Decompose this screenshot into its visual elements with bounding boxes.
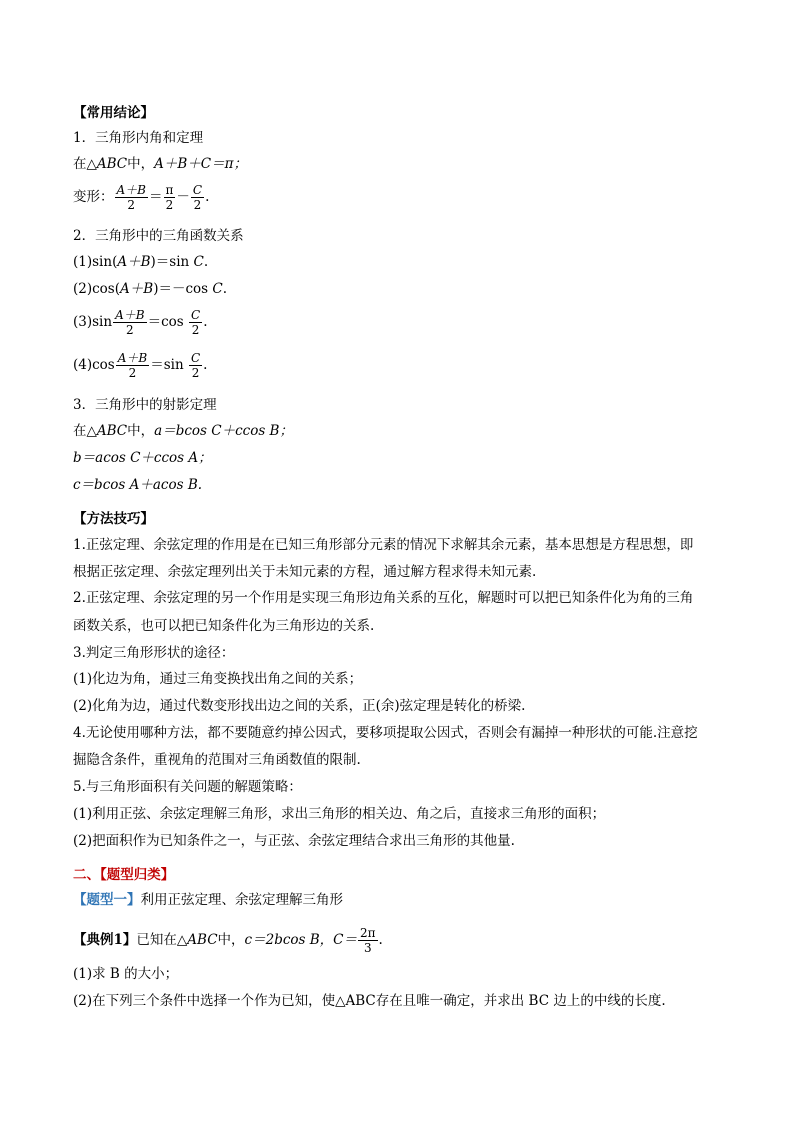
numerator: A＋B — [115, 308, 145, 322]
example-1-question-1: (1)求 B 的大小； — [73, 966, 179, 982]
fraction — [191, 183, 204, 212]
text: 中， — [127, 423, 155, 439]
text: 在△ — [73, 156, 97, 172]
conclusion-2-line-2 — [73, 280, 227, 298]
numerator: A＋B — [116, 183, 146, 197]
example-equation: c＝2bcos B，C＝ — [244, 932, 357, 948]
denominator: 2 — [128, 366, 137, 380]
numerator: C — [191, 308, 201, 322]
denominator: 2 — [127, 198, 136, 212]
method-5-item-2: (2)把面积作为已知条件之一，与正弦、余弦定理结合求出三角形的其他量. — [73, 833, 515, 849]
numerator: 2π — [360, 926, 376, 940]
text: 已知在△ — [136, 932, 188, 948]
heading-prefix: 二、 — [73, 867, 100, 883]
type-title: 利用正弦定理、余弦定理解三角形 — [140, 892, 343, 908]
var: A＋B — [120, 281, 154, 297]
type-label: 【题型一】 — [73, 892, 141, 908]
methods-heading: 【方法技巧】 — [73, 511, 154, 527]
conclusion-3-title: 3．三角形中的射影定理 — [73, 397, 217, 413]
var: C — [212, 281, 223, 297]
denominator: 2 — [165, 198, 174, 212]
var: A＋B — [117, 254, 151, 270]
types-heading — [73, 866, 174, 884]
conclusion-1-transform — [73, 180, 209, 214]
method-5-item-1: (1)利用正弦、余弦定理解三角形，求出三角形的相关边、角之后，直接求三角形的面积； — [73, 806, 606, 822]
text: ＝cos — [147, 314, 188, 330]
example-1 — [73, 922, 383, 958]
equals: ＝ — [149, 189, 163, 205]
text: . — [203, 314, 208, 330]
conclusion-1-line — [73, 155, 247, 173]
text: (4)cos — [73, 357, 115, 373]
projection-eq-b: b＝acos C＋ccos A； — [73, 450, 212, 466]
text: (3)sin — [73, 314, 113, 330]
conclusions-heading: 【常用结论】 — [73, 105, 154, 121]
triangle-name: ABC — [96, 423, 128, 439]
text: . — [203, 357, 208, 373]
denominator: 2 — [193, 198, 202, 212]
projection-eq-a: a＝bcos C＋ccos B； — [154, 423, 293, 439]
example-1-question-2: (2)在下列三个条件中选择一个作为已知，使△ABC存在且唯一确定，并求出 BC 边上的中线的长度. — [73, 993, 666, 1009]
method-4-line-1: 4.无论使用哪种方法，都不要随意约掉公因式，要移项提取公因式，否则会有漏掉一种形状的可能.注意挖 — [73, 725, 698, 741]
text: ＝sin — [150, 357, 188, 373]
period: . — [378, 932, 383, 948]
text: (1)sin( — [73, 254, 118, 270]
fraction — [358, 926, 378, 955]
method-1-line-1: 1.正弦定理、余弦定理的作用是在已知三角形部分元素的情况下求解其余元素，基本思想是方程思想，即 — [73, 537, 694, 553]
numerator: A＋B — [117, 351, 148, 365]
fraction — [189, 351, 202, 380]
method-1-line-2: 根据正弦定理、余弦定理列出关于未知元素的方程，通过解方程求得未知元素. — [73, 564, 537, 580]
conclusion-3-line-3 — [73, 476, 202, 494]
denominator: 3 — [363, 941, 372, 955]
minus: － — [176, 189, 190, 205]
text: 中， — [127, 156, 155, 172]
text: )＝－cos — [153, 281, 213, 297]
conclusion-2-line-3 — [73, 305, 207, 339]
method-3-item-1: (1)化边为角，通过三角变换找出角之间的关系； — [73, 671, 363, 687]
example-label: 【典例1】 — [73, 932, 137, 948]
text: 在△ — [73, 423, 97, 439]
method-5-title: 5.与三角形面积有关问题的解题策略： — [73, 779, 302, 795]
denominator: 2 — [191, 366, 200, 380]
var: C — [193, 254, 204, 270]
numerator: π — [165, 183, 174, 197]
numerator: C — [192, 183, 203, 197]
conclusion-2-title: 2．三角形中的三角函数关系 — [73, 228, 244, 244]
text: 中， — [217, 932, 245, 948]
conclusion-2-line-4 — [73, 348, 207, 382]
angle-sum-equation: A＋B＋C＝π； — [154, 156, 248, 172]
denominator: 2 — [126, 323, 134, 337]
conclusion-1-title: 1．三角形内角和定理 — [73, 130, 204, 146]
text: )＝sin — [150, 254, 194, 270]
conclusion-3-line-1 — [73, 422, 293, 440]
fraction — [113, 308, 147, 337]
projection-eq-c: c＝bcos A＋acos B. — [73, 477, 203, 493]
numerator: C — [190, 351, 201, 365]
transform-label: 变形： — [73, 189, 114, 205]
fraction — [189, 308, 202, 337]
method-3-title: 3.判定三角形形状的途径： — [73, 645, 235, 661]
fraction — [164, 183, 176, 212]
period: . — [205, 189, 210, 205]
method-2-line-1: 2.正弦定理、余弦定理的另一个作用是实现三角形边角关系的互化，解题时可以把已知条件化为角的三角 — [73, 590, 694, 606]
triangle-name: ABC — [96, 156, 128, 172]
type-1-title — [73, 891, 343, 909]
text: . — [203, 254, 209, 270]
conclusion-3-line-2 — [73, 449, 212, 467]
text: (2)cos( — [73, 281, 121, 297]
fraction — [116, 351, 150, 380]
method-2-line-2: 函数关系，也可以把已知条件化为三角形边的关系. — [73, 618, 375, 634]
text: . — [222, 281, 228, 297]
heading-text: 【题型归类】 — [100, 867, 175, 883]
method-3-item-2: (2)化角为边，通过代数变形找出边之间的关系，正(余)弦定理是转化的桥梁. — [73, 698, 526, 714]
fraction — [115, 183, 149, 212]
method-4-line-2: 掘隐含条件，重视角的范围对三角函数值的限制. — [73, 752, 361, 768]
conclusion-2-line-1 — [73, 253, 208, 271]
denominator: 2 — [191, 323, 200, 337]
triangle-name: ABC — [187, 932, 218, 948]
